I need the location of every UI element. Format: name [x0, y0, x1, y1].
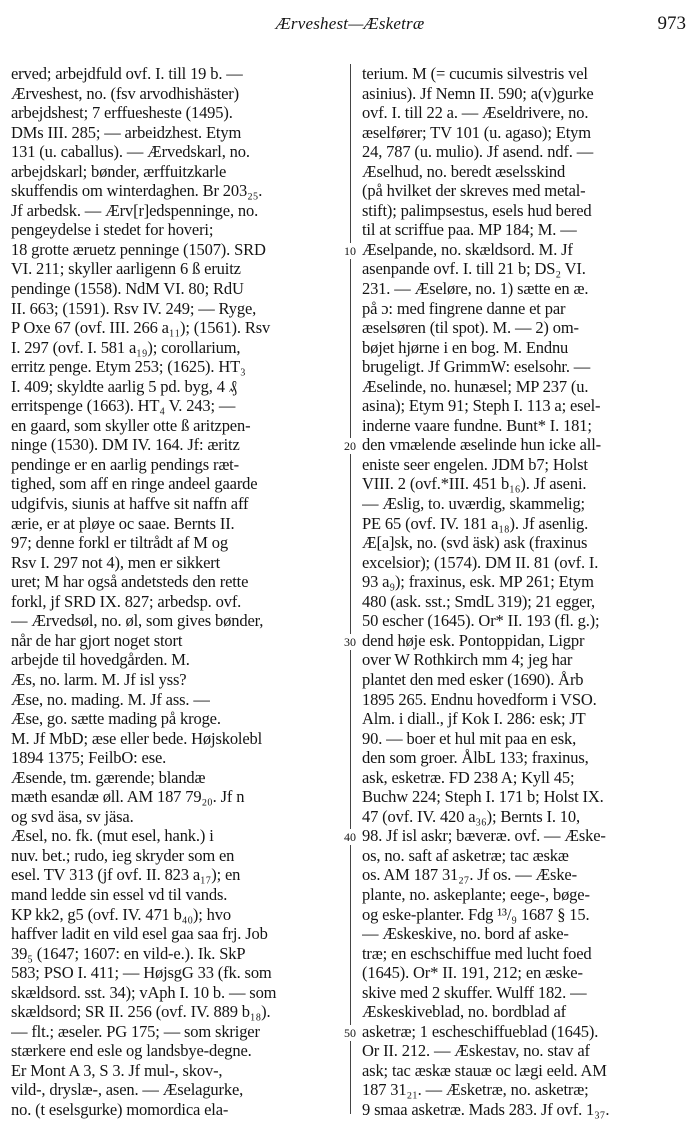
- text-line: ovf. I. till 22 a. — Æseldrivere, no.: [362, 103, 589, 123]
- text-line: — Ærvedsøl, no. øl, som gives bønder,: [11, 611, 264, 631]
- text-line: mæth esandæ øll. AM 187 79₂₀. Jf n: [11, 787, 245, 807]
- line-number-marker: 50: [340, 1025, 360, 1041]
- text-line: Æs, no. larm. M. Jf isl yss?: [11, 669, 187, 689]
- text-line: (på hvilket der skreves med metal-: [362, 181, 586, 201]
- text-line: — Æskeskive, no. bord af aske-: [362, 924, 569, 944]
- text-line: uret; M har også andetsteds den rette: [11, 572, 249, 592]
- text-line: 187 31₂₁. — Æsketræ, no. asketræ;: [362, 1080, 589, 1100]
- text-line: når de har gjort noget stort: [11, 630, 183, 650]
- running-head-title: Ærveshest—Æsketræ: [275, 14, 425, 33]
- text-line: os, no. saft af asketræ; tac æskæ: [362, 845, 569, 865]
- text-line: haffver ladit en vild esel gaa saa frj. Job: [11, 924, 268, 944]
- text-line: på ɔ: med fingrene danne et par: [362, 298, 566, 318]
- text-line: PE 65 (ovf. IV. 181 a₁₈). Jf asenlig.: [362, 513, 589, 533]
- text-line: tighed, som aff en ringe andeel gaarde: [11, 474, 258, 494]
- text-line: mand ledde sin essel vd til vands.: [11, 884, 228, 904]
- text-line: I. 409; skyldte aarlig 5 pd. byg, 4 ₰: [11, 376, 237, 396]
- text-line: 50 escher (1645). Or* II. 193 (fl. g.);: [362, 611, 600, 631]
- text-line: 24, 787 (u. mulio). Jf asend. ndf. —: [362, 142, 594, 162]
- text-line: asina); Etym 91; Steph I. 113 a; esel-: [362, 396, 601, 416]
- text-line: Æselpande, no. skældsord. M. Jf: [362, 239, 573, 259]
- page-header: [0, 12, 700, 40]
- text-line: terium. M (= cucumis silvestris vel: [362, 64, 588, 83]
- text-line: pendinge (1558). NdM VI. 80; RdU: [11, 279, 244, 299]
- text-line: plantet den med esker (1690). Årb: [362, 669, 584, 689]
- left-column: [11, 64, 333, 1120]
- text-line: os. AM 187 31₂₇. Jf os. — Æske-: [362, 865, 577, 885]
- text-line: skældsord; SR II. 256 (ovf. IV. 889 b₁₈).: [11, 1002, 271, 1022]
- text-line: og eske-planter. Fdg ¹³/₉ 1687 § 15.: [362, 904, 590, 924]
- text-line: dend høje esk. Pontoppidan, Ligpr: [362, 630, 585, 650]
- text-line: — Æslig, to. uværdig, skammelig;: [362, 494, 585, 514]
- text-line: I. 297 (ovf. I. 581 a₁₉); corollarium,: [11, 337, 241, 357]
- text-line: Or II. 212. — Æskestav, no. stav af: [362, 1041, 590, 1061]
- text-line: 480 (ask. sst.; SmdL 319); 21 egger,: [362, 591, 596, 611]
- text-line: P Oxe 67 (ovf. III. 266 a₁₁); (1561). Rsv: [11, 318, 271, 338]
- text-line: nuv. bet.; rudo, ieg skryder som en: [11, 845, 235, 865]
- text-line: VIII. 2 (ovf.*III. 451 b₁₆). Jf aseni.: [362, 474, 587, 494]
- text-line: asenpande ovf. I. till 21 b; DS₂ VI.: [362, 259, 586, 279]
- text-line: ask, esketræ. FD 238 A; Kyll 45;: [362, 767, 575, 787]
- text-line: 1894 1375; FeilbO: ese.: [11, 748, 167, 768]
- text-line: forkl, jf SRD IX. 827; arbedsp. ovf.: [11, 591, 242, 611]
- text-line: til at scriffue paa. MP 184; M. —: [362, 220, 577, 240]
- text-line: 39₅ (1647; 1607: en vild-e.). Ik. SkP: [11, 943, 246, 963]
- line-number-marker: 20: [340, 438, 360, 454]
- line-number-marker: 10: [340, 243, 360, 259]
- text-line: 18 grotte æruetz penninge (1507). SRD: [11, 239, 266, 259]
- right-column: [362, 64, 692, 1120]
- text-line: asinius). Jf Nemn II. 590; a(v)gurke: [362, 83, 594, 103]
- text-line: 583; PSO I. 411; — HøjsgG 33 (fk. som: [11, 963, 272, 983]
- text-line: asketræ; 1 escheschiffueblad (1645).: [362, 1021, 599, 1041]
- page-number: 973: [657, 13, 686, 34]
- text-line: arbejdshest; 7 erffuesheste (1495).: [11, 103, 233, 123]
- text-line: Æse, go. sætte mading på kroge.: [11, 709, 221, 729]
- text-line: stift); palimpsestus, esels hud bered: [362, 200, 592, 220]
- text-line: skældsord. sst. 34); vAph I. 10 b. — som: [11, 982, 277, 1002]
- text-line: — flt.; æseler. PG 175; — som skriger: [11, 1021, 260, 1041]
- text-line: over W Rothkirch mm 4; jeg har: [362, 650, 573, 670]
- text-line: 9 smaa asketræ. Mads 283. Jf ovf. 1₃₇.: [362, 1099, 610, 1119]
- text-line: æselfører; TV 101 (u. agaso); Etym: [362, 122, 591, 142]
- text-line: pendinge er en aarlig pendings ræt-: [11, 454, 239, 474]
- text-line: stærkere end esle og landsbye-degne.: [11, 1041, 252, 1061]
- text-line: 131 (u. caballus). — Ærvedskarl, no.: [11, 142, 250, 162]
- line-number-marker: 40: [340, 829, 360, 845]
- text-line: KP kk2, g5 (ovf. IV. 471 b₄₀); hvo: [11, 904, 231, 924]
- text-line: II. 663; (1591). Rsv IV. 249; — Ryge,: [11, 298, 257, 318]
- text-line: 1895 265. Endnu hovedform i VSO.: [362, 689, 597, 709]
- text-line: inderne vaare fundne. Bunt* I. 181;: [362, 415, 592, 435]
- text-line: VI. 211; skyller aarligenn 6 ß eruitz: [11, 259, 241, 279]
- text-line: arbejdskarl; bønder, ærffuitzkarle: [11, 161, 227, 181]
- text-line: og svd äsa, sv jäsa.: [11, 806, 134, 826]
- text-line: Æselhud, no. beredt æselsskind: [362, 161, 566, 181]
- text-line: eniste seer engelen. JDM b7; Holst: [362, 454, 588, 474]
- text-line: Ærveshest, no. (fsv arvodhishäster): [11, 83, 239, 103]
- text-line: arbejde til hovedgården. M.: [11, 650, 190, 670]
- text-line: Jf arbedsk. — Ærv[r]edspenninge, no.: [11, 200, 259, 220]
- text-line: no. (t eselsgurke) momordica ela-: [11, 1099, 229, 1119]
- text-line: en gaard, som skyller otte ß aritzpen-: [11, 415, 251, 435]
- text-line: udgifvis, siunis at haffve sit naffn aff: [11, 494, 249, 514]
- text-line: ask; tac æskæ stauæ oc lægi eeld. AM: [362, 1060, 607, 1080]
- text-line: 47 (ovf. IV. 420 a₃₆); Bernts I. 10,: [362, 806, 580, 826]
- text-line: træ; en eschschiffue med lucht foed: [362, 943, 592, 963]
- text-line: vild-, dryslæ-, asen. — Æselagurke,: [11, 1080, 244, 1100]
- text-line: Æ[a]sk, no. (svd äsk) ask (fraxinus: [362, 533, 588, 553]
- text-line: bøjet hjørne i en bog. M. Endnu: [362, 337, 569, 357]
- text-line: den som groer. ÅlbL 133; fraxinus,: [362, 748, 589, 768]
- text-line: brugeligt. Jf GrimmW: eselsohr. —: [362, 357, 591, 377]
- text-line: erritz penge. Etym 253; (1625). HT₃: [11, 357, 246, 377]
- text-line: 98. Jf isl askr; bæveræ. ovf. — Æske-: [362, 826, 606, 846]
- text-line: ærie, er at pløye oc saae. Bernts II.: [11, 513, 235, 533]
- text-line: Æskeskiveblad, no. bordblad af: [362, 1002, 566, 1022]
- text-line: Æsende, tm. gærende; blandæ: [11, 767, 206, 787]
- text-line: Rsv I. 297 not 4), men er sikkert: [11, 552, 221, 572]
- text-line: 90. — boer et hul mit paa en esk,: [362, 728, 577, 748]
- text-line: 93 a₉); fraxinus, esk. MP 261; Etym: [362, 572, 594, 592]
- text-line: pengeydelse i stedet for hoveri;: [11, 220, 214, 240]
- text-line: (1645). Or* II. 191, 212; en æske-: [362, 963, 583, 983]
- text-line: Buchw 224; Steph I. 171 b; Holst IX.: [362, 787, 604, 807]
- text-line: Æse, no. mading. M. Jf ass. —: [11, 689, 210, 709]
- column-divider: [350, 64, 351, 1114]
- text-line: ninge (1530). DM IV. 164. Jf: æritz: [11, 435, 240, 455]
- text-line: Alm. i diall., jf Kok I. 286: esk; JT: [362, 709, 586, 729]
- text-line: skive med 2 skuffer. Wulff 182. —: [362, 982, 587, 1002]
- text-line: M. Jf MbD; æse eller bede. Højskolebl: [11, 728, 263, 748]
- text-line: Æsel, no. fk. (mut esel, hank.) i: [11, 826, 214, 846]
- text-line: esel. TV 313 (jf ovf. II. 823 a₁₇); en: [11, 865, 241, 885]
- text-line: erritspenge (1663). HT₄ V. 243; —: [11, 396, 236, 416]
- text-line: Er Mont A 3, S 3. Jf mul-, skov-,: [11, 1060, 223, 1080]
- text-line: den vmælende æselinde hun icke all-: [362, 435, 601, 455]
- text-line: DMs III. 285; — arbeidzhest. Etym: [11, 122, 242, 142]
- text-line: æselsøren (til spot). M. — 2) om-: [362, 318, 579, 338]
- text-line: skuffendis om winterdaghen. Br 203₂₅.: [11, 181, 263, 201]
- text-line: excelsior); (1574). DM II. 81 (ovf. I.: [362, 552, 599, 572]
- text-line: Æselinde, no. hunæsel; MP 237 (u.: [362, 376, 589, 396]
- line-number-marker: 30: [340, 634, 360, 650]
- text-line: 97; denne forkl er tiltrådt af M og: [11, 533, 228, 553]
- text-line: erved; arbejdfuld ovf. I. till 19 b. —: [11, 64, 243, 83]
- text-line: 231. — Æseløre, no. 1) sætte en æ.: [362, 279, 589, 299]
- text-line: plante, no. askeplante; eege-, bøge-: [362, 884, 590, 904]
